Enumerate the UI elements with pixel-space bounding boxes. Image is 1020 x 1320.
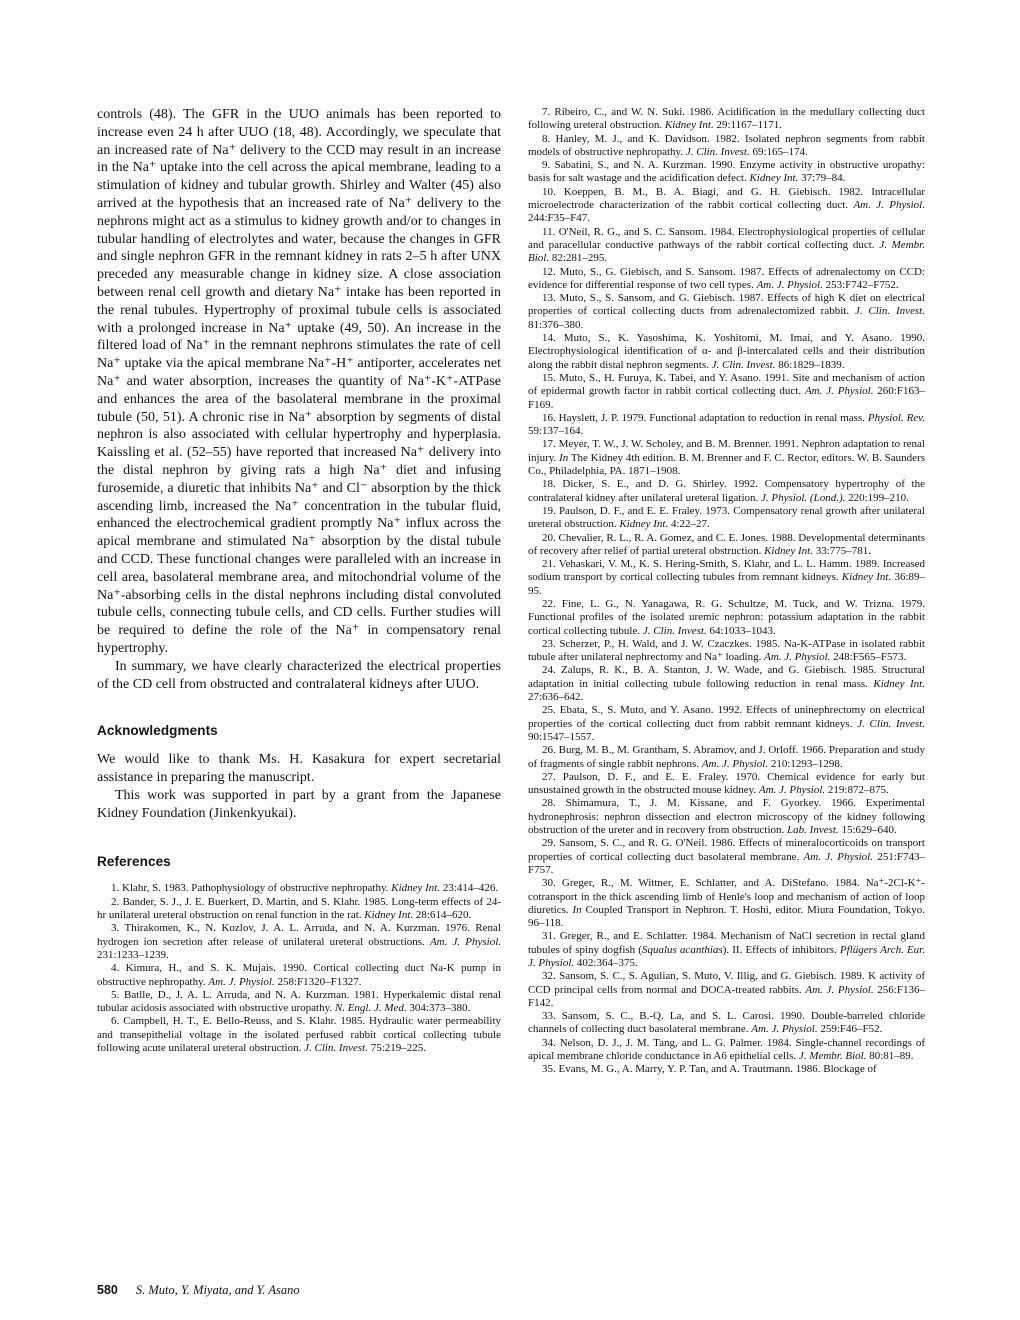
left-column [97, 106, 501, 1077]
footer-authors: S. Muto, Y. Miyata, and Y. Asano [135, 1283, 300, 1297]
reference-entry: 20. Chevalier, R. L., R. A. Gomez, and C. E. Jones. 1988. Developmental determinants of recovery after relief of partial ureteral obstruction. Kidney Int. 33:775–781. [528, 531, 925, 557]
reference-entry: 5. Batlle, D., J. A. L. Arruda, and N. A. Kurzman. 1981. Hyperkalemic distal renal tubular acidosis associated with obstructive uropathy. N. Engl. J. Med. 304:373–380. [97, 988, 501, 1015]
reference-entry: 33. Sansom, S. C., B.-Q. La, and S. L. Carosi. 1990. Double-barreled chloride channels of collecting duct basolateral membrane. Am. J. Physiol. 259:F46–F52. [528, 1010, 925, 1036]
reference-entry: 11. O'Neil, R. G., and S. C. Sansom. 1984. Electrophysiological properties of cellular and paracellular conductive pathways of the rabbit cortical collecting duct. J. Membr. Biol. 82:281–295. [528, 225, 925, 265]
reference-entry: 25. Ebata, S., S. Muto, and Y. Asano. 1992. Effects of uninephrectomy on electrical properties of the cortical collecting duct from rabbit remnant kidneys. J. Clin. Invest. 90:1547–1557. [528, 704, 925, 743]
body-paragraph: controls (48). The GFR in the UUO animals has been reported to increase even 24 h after UUO (18, 48). Accordingly, we speculate that an increased rate of Na⁺ delivery to the CCD may result in an increase in the Na⁺ uptake into the cell across the apical membrane, leading to a stimulation of kidney and tubular growth. Shirley and Walter (45) also arrived at the hypothesis that an increased rate of Na⁺ delivery to the nephrons might act as a stimulus to kidney growth and/or to changes in tubular handling of electrolytes and water, because the changes in GFR and single nephron GFR in the remnant kidney in rats 2–5 h after UNX preceded any measurable change in kidney size. A close association between renal cell growth and dietary Na⁺ intake has been reported in the renal tubules. Hypertrophy of proximal tubule cells is associated with a prolonged increase in Na⁺ uptake (49, 50). An increase in the filtered load of Na⁺ in the remnant nephrons stimulates the rate of cell Na⁺ uptake via the apical membrane Na⁺-H⁺ antiporter, accelerates net Na⁺ and water absorption, increases the quantity of Na⁺-K⁺-ATPase and enhances the area of the basolateral membrane in the proximal tubule (50, 51). A chronic rise in Na⁺ absorption by segments of distal nephron is also associated with cellular hypertrophy and hyperplasia. Kaissling et al. (52–55) have reported that increased Na⁺ delivery into the distal nephron by giving rats a high Na⁺ diet and infusing furosemide, a diuretic that inhibits Na⁺ and Cl⁻ absorption by the thick ascending limb, increased the Na⁺ concentration in the tubular fluid, enhanced the electrochemical gradient promptly Na⁺ influx across the apical membrane and stimulated Na⁺ absorption by the distal tubule and CCD. These functional changes were paralleled with an increase in cell area, basolateral membrane area, and mitochondrial volume of the Na⁺-absorbing cells in the distal nephrons including distal convoluted tubule cells, connecting tubule cells, and CD cells. Further studies will be required to define the role of the Na⁺ in compensatory renal hypertrophy. [97, 107, 501, 656]
page-number: 580 [97, 1283, 118, 1297]
reference-entry: 16. Hayslett, J. P. 1979. Functional adaptation to reduction in renal mass. Physiol. Rev. 59:137–164. [528, 411, 925, 438]
reference-entry: 26. Burg, M. B., M. Grantham, S. Abramov, and J. Orloff. 1966. Preparation and study of fragments of single rabbit nephrons. Am. J. Physiol. 210:1293–1298. [528, 744, 925, 770]
reference-entry: 30. Greger, R., M. Wittner, E. Schlatter, and A. DiStefano. 1984. Na⁺-2Cl-K⁺-cotransport in the thick ascending limb of Henle's loop and mechanism of action of loop diuretics. In Coupled Transport in Nephron. T. Hoshi, editor. Miura Foundation, Tokyo. 96–118. [528, 877, 925, 930]
reference-entry: 15. Muto, S., H. Furuya, K. Tabei, and Y. Asano. 1991. Site and mechanism of action of epidermal growth factor in rabbit cortical collecting duct. Am. J. Physiol. 260:F163–F169. [528, 371, 925, 411]
reference-entry: 6. Campbell, H. T., E. Bello-Reuss, and S. Klahr. 1985. Hydraulic water permeability and transepithelial voltage in the isolated perfused rabbit cortical collecting tubule following acute unilateral ureteral obstruction. J. Clin. Invest. 75:219–225. [97, 1015, 501, 1055]
reference-entry: 14. Muto, S., K. Yasoshima, K. Yoshitomi, M. Imai, and Y. Asano. 1990. Electrophysiological identification of α- and β-intercalated cells and their distribution along the rabbit distal nephron segments. J. Clin. Invest. 86:1829–1839. [528, 332, 925, 371]
right-column [528, 106, 925, 1077]
reference-entry: 24. Zalups, R. K., B. A. Stanton, J. W. Wade, and G. Giebisch. 1985. Structural adaptation in initial collecting tubule following reduction in renal mass. Kidney Int. 27:636–642. [528, 664, 925, 704]
reference-entry: 18. Dicker, S. E., and D. G. Shirley. 1992. Compensatory hypertrophy of the contralateral kidney after unilateral ureteral ligation. J. Physiol. (Lond.). 220:199–210. [528, 478, 925, 504]
reference-entry: 21. Vehaskari, V. M., K. S. Hering-Smith, S. Klahr, and L. L. Hamm. 1989. Increased sodium transport by cortical collecting tubules from remnant kidneys. Kidney Int. 36:89–95. [528, 558, 925, 597]
acknowledgments-paragraph: We would like to thank Ms. H. Kasakura for expert secretarial assistance in preparing the manuscript. [97, 752, 501, 786]
reference-entry: 29. Sansom, S. C., and R. G. O'Neil. 1986. Effects of mineralocorticoids on transport properties of cortical collecting duct basolateral membrane. Am. J. Physiol. 251:F743–F757. [528, 837, 926, 876]
reference-entry: 22. Fine, L. G., N. Yanagawa, R. G. Schultze, M. Tuck, and W. Trizna. 1979. Functional profiles of the isolated uremic nephron: potassium adaptation in the rabbit cortical collecting tubule. J. Clin. Invest. 64:1033–1043. [528, 597, 925, 637]
reference-entry: 19. Paulson, D. F., and E. E. Fraley. 1973. Compensatory renal growth after unilateral ureteral obstruction. Kidney Int. 4:22–27. [528, 504, 925, 531]
reference-entry: 27. Paulson, D. F., and E. E. Fraley. 1970. Chemical evidence for early but unsustained growth in the obstructed mouse kidney. Am. J. Physiol. 219:872–875. [528, 770, 925, 797]
reference-entry: 9. Sabatini, S., and N. A. Kurzman. 1990. Enzyme activity in obstructive uropathy: basis for salt wastage and the acidification defect. Kidney Int. 37:79–84. [528, 159, 925, 185]
reference-entry: 32. Sansom, S. C., S. Agulian, S. Muto, V. Illig, and G. Giebisch. 1989. K activity of CCD principal cells from normal and DOCA-treated rabbits. Am. J. Physiol. 256:F136–F142. [528, 970, 925, 1009]
acknowledgments-paragraph: This work was supported in part by a grant from the Japanese Kidney Foundation (Jinkenkyukai). [97, 787, 501, 821]
reference-entry: 1. Klahr, S. 1983. Pathophysiology of obstructive nephropathy. Kidney Int. 23:414–426. [111, 882, 499, 895]
reference-entry: 8. Hanley, M. J., and K. Davidson. 1982. Isolated nephron segments from rabbit models of obstructive nephropathy. J. Clin. Invest. 69:165–174. [528, 132, 925, 158]
reference-entry: 13. Muto, S., S. Sansom, and G. Giebisch. 1987. Effects of high K diet on electrical properties of cortical collecting ducts from adrenalectomized rabbit. J. Clin. Invest. 81:376–380. [528, 292, 925, 331]
reference-entry: 34. Nelson, D. J., J. M. Tang, and L. G. Palmer. 1984. Single-channel recordings of apical membrane chloride conductance in A6 epithelial cells. J. Membr. Biol. 80:81–89. [528, 1036, 925, 1063]
reference-entry: 4. Kimura, H., and S. K. Mujais. 1990. Cortical collecting duct Na-K pump in obstructive nephropathy. Am. J. Physiol. 258:F1320–F1327. [97, 962, 501, 988]
references-heading: References [97, 854, 171, 870]
page-footer [97, 1283, 300, 1298]
summary-paragraph: In summary, we have clearly characterized the electrical properties of the CD cell from obstructed and contralateral kidneys after UUO. [97, 658, 501, 692]
reference-entry: 2. Bander, S. J., J. E. Buerkert, D. Martin, and S. Klahr. 1985. Long-term effects of 24-hr unilateral ureteral obstruction on renal function in the rat. Kidney Int. 28:614–620. [97, 895, 501, 922]
reference-entry: 35. Evans, M. G., A. Marry, Y. P. Tan, and A. Trautmann. 1986. Blockage of [542, 1063, 877, 1076]
reference-entry: 17. Meyer, T. W., J. W. Scholey, and B. M. Brenner. 1991. Nephron adaptation to renal injury. In The Kidney 4th edition. B. M. Brenner and F. C. Rector, editors. W. B. Saunders Co., Philadelphia, PA. 1871–1908. [528, 438, 925, 478]
reference-entry: 3. Thirakomen, K., N. Kozlov, J. A. L. Arruda, and N. A. Kurzman. 1976. Renal hydrogen ion secretion after release of unilateral ureteral obstructions. Am. J. Physiol. 231:1233–1239. [97, 922, 501, 961]
reference-entry: 12. Muto, S., G. Giebisch, and S. Sansom. 1987. Effects of adrenalectomy on CCD: evidence for differential response of two cell types. Am. J. Physiol. 253:F742–F752. [528, 265, 925, 291]
reference-entry: 23. Scherzer, P., H. Wald, and J. W. Czaczkes. 1985. Na-K-ATPase in isolated rabbit tubule after unilateral nephrectomy and Na⁺ loading. Am. J. Physiol. 248:F565–F573. [528, 637, 925, 664]
reference-entry: 28. Shimamura, T., J. M. Kissane, and F. Gyorkey. 1966. Experimental hydronephrosis: nephron dissection and electron microscopy of the kidney following obstruction of the ureter and in recovery from obstruction. Lab. Invest. 15:629–640. [528, 797, 925, 837]
reference-entry: 31. Greger, R., and E. Schlatter. 1984. Mechanism of NaCl secretion in rectal gland tubules of spiny dogfish (Squalus acanthias). II. Effects of inhibitors. Pflügers Arch. Eur. J. Physiol. 402:364–375. [528, 930, 925, 969]
reference-entry: 10. Koeppen, B. M., B. A. Biagi, and G. H. Giebisch. 1982. Intracellular microelectrode characterization of the rabbit cortical collecting duct. Am. J. Physiol. 244:F35–F47. [528, 185, 925, 225]
acknowledgments-heading: Acknowledgments [97, 723, 218, 739]
reference-entry: 7. Ribeiro, C., and W. N. Suki. 1986. Acidification in the medullary collecting duct following ureteral obstruction. Kidney Int. 29:1167–1171. [528, 106, 925, 132]
